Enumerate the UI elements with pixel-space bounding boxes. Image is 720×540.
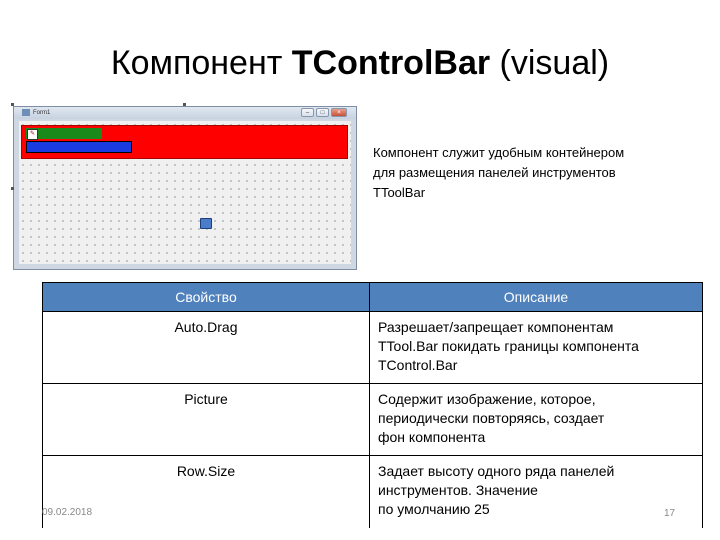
slide-page-number: 17 (664, 508, 676, 519)
maximize-button[interactable]: □ (316, 108, 329, 117)
minimize-button[interactable]: – (301, 108, 314, 117)
slide-title-component: TControlBar (291, 44, 491, 82)
form-client-area (19, 121, 351, 264)
slide-title (0, 44, 720, 83)
cell-description: Разрешает/запрещает компонентам TTool.Bar покидать границы компонента TControl.Bar (370, 312, 703, 384)
table-row (43, 384, 703, 456)
pencil-icon: ✎ (27, 129, 38, 140)
table-row (43, 312, 703, 384)
slide-title-suffix: (visual) (490, 44, 610, 82)
designer-form (13, 106, 357, 270)
cell-description: Содержит изображение, которое, периодически повторяясь, создает фон компонента (370, 384, 703, 456)
header-property: Свойство (43, 283, 370, 312)
properties-table (42, 282, 703, 528)
header-description: Описание (370, 283, 703, 312)
toolbar-band-1[interactable] (26, 128, 102, 139)
close-button[interactable]: × (331, 108, 347, 117)
table-header-row (43, 283, 703, 312)
component-tray-icon[interactable] (200, 218, 212, 229)
component-description: Компонент служит удобным контейнером для размещения панелей инструментов TToolBar (373, 145, 625, 200)
control-bar[interactable] (21, 125, 348, 159)
form-title: Form1 (33, 110, 51, 116)
table-row (43, 456, 703, 528)
cell-description: Задает высоту одного ряда панелей инструментов. Значение по умолчанию 25 (370, 456, 703, 528)
form-titlebar (14, 107, 356, 119)
selection-handle-top[interactable] (183, 103, 186, 106)
cell-property: Auto.Drag (43, 312, 370, 384)
cell-property: Picture (43, 384, 370, 456)
slide-title-prefix: Компонент (110, 44, 292, 82)
slide-date: 09.02.2018 (42, 507, 93, 518)
cell-property: Row.Size (43, 456, 370, 528)
selection-handle-left[interactable] (11, 187, 14, 190)
toolbar-band-2[interactable] (26, 141, 132, 153)
form-icon (22, 109, 30, 116)
selection-handle-top-left[interactable] (11, 103, 14, 106)
